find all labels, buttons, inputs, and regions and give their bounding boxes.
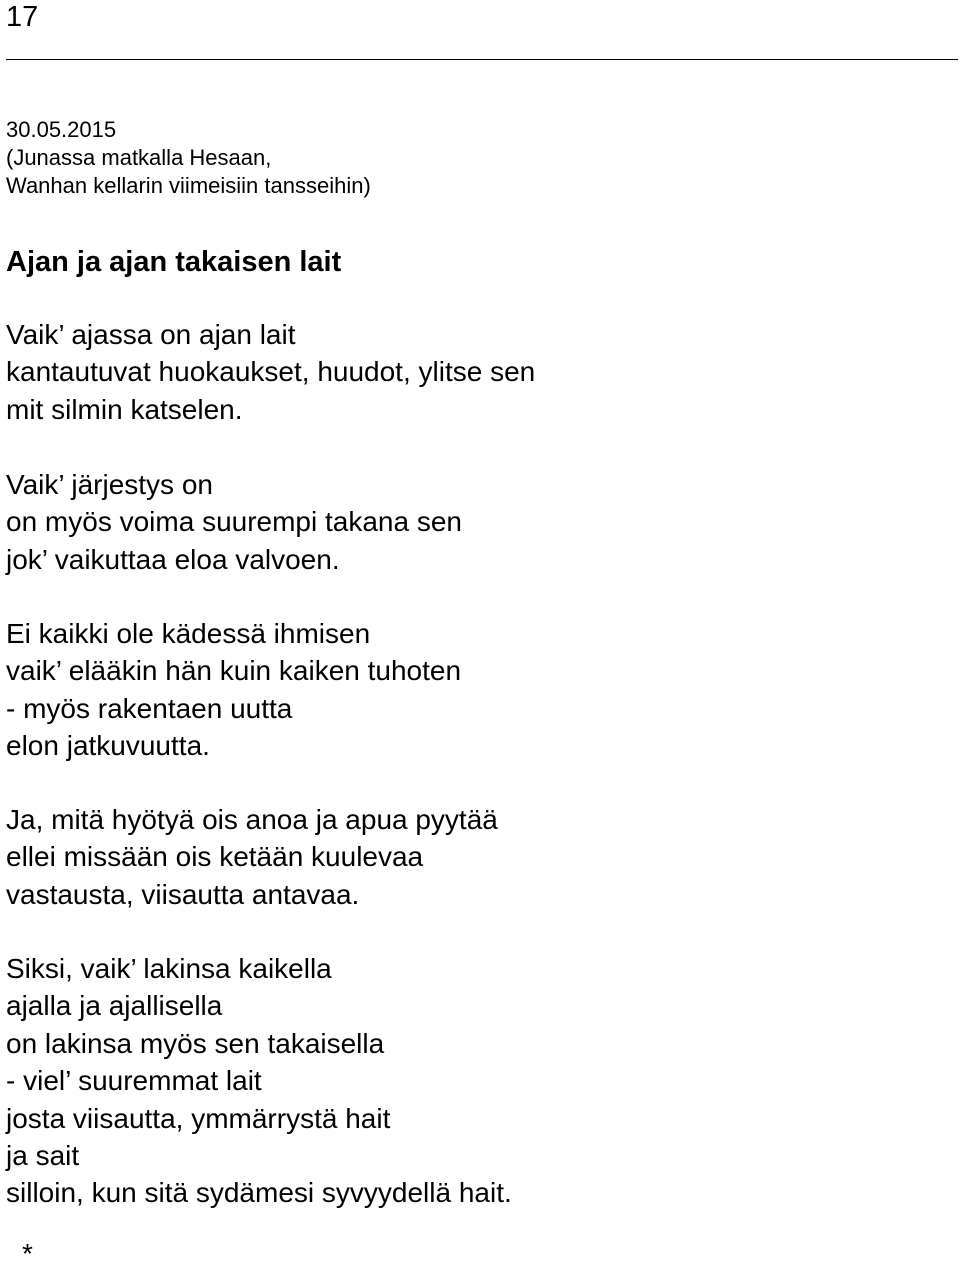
poem-line: ja sait <box>6 1140 80 1172</box>
poem-title: Ajan ja ajan takaisen lait <box>6 246 342 278</box>
poem-note-line: Wanhan kellarin viimeisiin tansseihin) <box>6 173 371 198</box>
stanza-5 <box>6 950 512 1212</box>
poem-line: Ei kaikki ole kädessä ihmisen <box>6 618 371 649</box>
stanza-4 <box>6 801 498 913</box>
poem-line: - myös rakentaen uutta <box>6 692 293 724</box>
poem-line: Vaik’ järjestys on <box>6 469 213 500</box>
poem-line: Siksi, vaik’ lakinsa kaikella <box>6 953 332 984</box>
poem-line: silloin, kun sitä sydämesi syvyydellä hait. <box>6 1177 512 1209</box>
stanza-2 <box>6 466 462 578</box>
poem-line: on lakinsa myös sen takaisella <box>6 1027 385 1059</box>
poem-line: vastausta, viisautta antavaa. <box>6 878 360 910</box>
stanza-1 <box>6 316 535 428</box>
page-number: 17 <box>6 1 39 33</box>
poem-line: josta viisautta, ymmärrystä hait <box>6 1102 391 1134</box>
poem-line: Ja, mitä hyötyä ois anoa ja apua pyytää <box>6 804 498 835</box>
poem-line: elon jatkuvuutta. <box>6 730 210 762</box>
stanza-3 <box>6 615 461 765</box>
poem-date: 30.05.2015 <box>6 117 117 142</box>
poem-note-line: (Junassa matkalla Hesaan, <box>6 145 272 170</box>
poem-line: ellei missään ois ketään kuulevaa <box>6 841 424 873</box>
poem-line: ajalla ja ajallisella <box>6 990 223 1022</box>
poem-line: mit silmin katselen. <box>6 393 243 425</box>
header-rule <box>6 59 958 60</box>
poem-line: vaik’ elääkin hän kuin kaiken tuhoten <box>6 655 462 687</box>
poem-line: - viel’ suuremmat lait <box>6 1065 262 1097</box>
poem-line: Vaik’ ajassa on ajan lait <box>6 319 296 350</box>
poem-line: jok’ vaikuttaa eloa valvoen. <box>6 543 340 575</box>
section-separator: * <box>22 1238 33 1269</box>
poem-meta <box>6 116 371 200</box>
poem-line: on myös voima suurempi takana sen <box>6 506 462 538</box>
poem-line: kantautuvat huokaukset, huudot, ylitse sen <box>6 356 536 388</box>
